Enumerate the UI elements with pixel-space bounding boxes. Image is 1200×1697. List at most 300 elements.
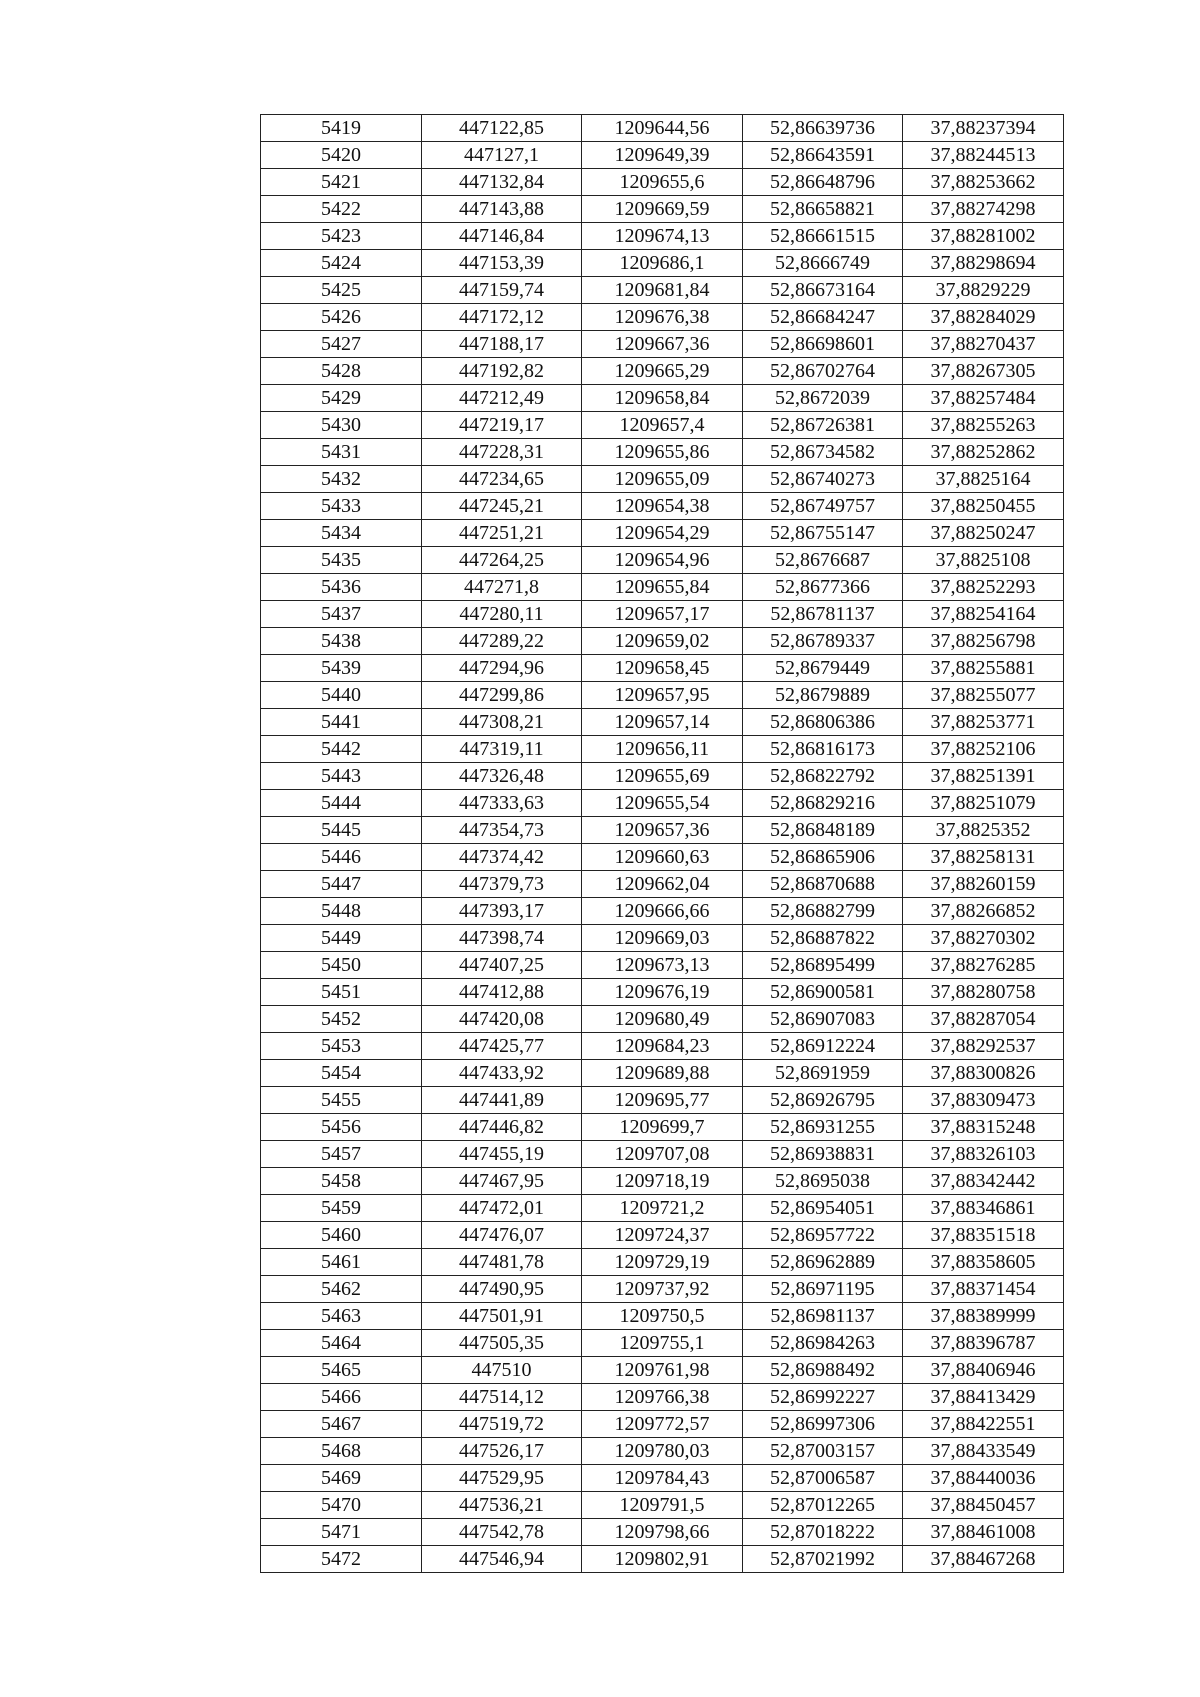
- table-row: [261, 142, 1064, 169]
- point-number-cell: 5442: [261, 736, 422, 763]
- table-row: [261, 304, 1064, 331]
- table-row: [261, 331, 1064, 358]
- table-row: [261, 628, 1064, 655]
- point-number-cell: 5448: [261, 898, 422, 925]
- point-number-cell: 5445: [261, 817, 422, 844]
- y-coordinate-cell: 1209665,29: [582, 358, 743, 385]
- table-row: [261, 709, 1064, 736]
- table-row: [261, 1465, 1064, 1492]
- longitude-cell: 37,88270437: [903, 331, 1064, 358]
- y-coordinate-cell: 1209684,23: [582, 1033, 743, 1060]
- x-coordinate-cell: 447308,21: [422, 709, 582, 736]
- latitude-cell: 52,86984263: [743, 1330, 903, 1357]
- point-number-cell: 5459: [261, 1195, 422, 1222]
- longitude-cell: 37,88281002: [903, 223, 1064, 250]
- y-coordinate-cell: 1209655,86: [582, 439, 743, 466]
- latitude-cell: 52,86822792: [743, 763, 903, 790]
- latitude-cell: 52,86938831: [743, 1141, 903, 1168]
- point-number-cell: 5438: [261, 628, 422, 655]
- longitude-cell: 37,88237394: [903, 115, 1064, 142]
- y-coordinate-cell: 1209657,36: [582, 817, 743, 844]
- longitude-cell: 37,88267305: [903, 358, 1064, 385]
- point-number-cell: 5434: [261, 520, 422, 547]
- x-coordinate-cell: 447490,95: [422, 1276, 582, 1303]
- x-coordinate-cell: 447172,12: [422, 304, 582, 331]
- point-number-cell: 5472: [261, 1546, 422, 1573]
- longitude-cell: 37,8825164: [903, 466, 1064, 493]
- latitude-cell: 52,86848189: [743, 817, 903, 844]
- table-row: [261, 925, 1064, 952]
- x-coordinate-cell: 447245,21: [422, 493, 582, 520]
- table-row: [261, 1546, 1064, 1573]
- longitude-cell: 37,88440036: [903, 1465, 1064, 1492]
- latitude-cell: 52,86734582: [743, 439, 903, 466]
- latitude-cell: 52,86900581: [743, 979, 903, 1006]
- table-row: [261, 1114, 1064, 1141]
- y-coordinate-cell: 1209658,45: [582, 655, 743, 682]
- table-row: [261, 115, 1064, 142]
- point-number-cell: 5432: [261, 466, 422, 493]
- point-number-cell: 5429: [261, 385, 422, 412]
- y-coordinate-cell: 1209655,69: [582, 763, 743, 790]
- longitude-cell: 37,88252293: [903, 574, 1064, 601]
- x-coordinate-cell: 447398,74: [422, 925, 582, 952]
- y-coordinate-cell: 1209761,98: [582, 1357, 743, 1384]
- y-coordinate-cell: 1209657,17: [582, 601, 743, 628]
- table-row: [261, 1357, 1064, 1384]
- latitude-cell: 52,86865906: [743, 844, 903, 871]
- point-number-cell: 5449: [261, 925, 422, 952]
- y-coordinate-cell: 1209695,77: [582, 1087, 743, 1114]
- latitude-cell: 52,87006587: [743, 1465, 903, 1492]
- longitude-cell: 37,88342442: [903, 1168, 1064, 1195]
- y-coordinate-cell: 1209654,38: [582, 493, 743, 520]
- latitude-cell: 52,86702764: [743, 358, 903, 385]
- point-number-cell: 5451: [261, 979, 422, 1006]
- x-coordinate-cell: 447407,25: [422, 952, 582, 979]
- longitude-cell: 37,88255077: [903, 682, 1064, 709]
- longitude-cell: 37,88396787: [903, 1330, 1064, 1357]
- latitude-cell: 52,87021992: [743, 1546, 903, 1573]
- point-number-cell: 5456: [261, 1114, 422, 1141]
- y-coordinate-cell: 1209657,95: [582, 682, 743, 709]
- y-coordinate-cell: 1209689,88: [582, 1060, 743, 1087]
- point-number-cell: 5458: [261, 1168, 422, 1195]
- longitude-cell: 37,8825108: [903, 547, 1064, 574]
- latitude-cell: 52,8677366: [743, 574, 903, 601]
- table-row: [261, 844, 1064, 871]
- y-coordinate-cell: 1209791,5: [582, 1492, 743, 1519]
- x-coordinate-cell: 447514,12: [422, 1384, 582, 1411]
- point-number-cell: 5468: [261, 1438, 422, 1465]
- x-coordinate-cell: 447159,74: [422, 277, 582, 304]
- x-coordinate-cell: 447476,07: [422, 1222, 582, 1249]
- y-coordinate-cell: 1209669,59: [582, 196, 743, 223]
- longitude-cell: 37,88255881: [903, 655, 1064, 682]
- x-coordinate-cell: 447319,11: [422, 736, 582, 763]
- longitude-cell: 37,88346861: [903, 1195, 1064, 1222]
- latitude-cell: 52,86829216: [743, 790, 903, 817]
- y-coordinate-cell: 1209644,56: [582, 115, 743, 142]
- point-number-cell: 5444: [261, 790, 422, 817]
- document-page: [260, 114, 1063, 1573]
- x-coordinate-cell: 447546,94: [422, 1546, 582, 1573]
- latitude-cell: 52,86661515: [743, 223, 903, 250]
- y-coordinate-cell: 1209657,4: [582, 412, 743, 439]
- y-coordinate-cell: 1209750,5: [582, 1303, 743, 1330]
- x-coordinate-cell: 447294,96: [422, 655, 582, 682]
- y-coordinate-cell: 1209657,14: [582, 709, 743, 736]
- point-number-cell: 5461: [261, 1249, 422, 1276]
- latitude-cell: 52,86895499: [743, 952, 903, 979]
- y-coordinate-cell: 1209658,84: [582, 385, 743, 412]
- table-row: [261, 1249, 1064, 1276]
- x-coordinate-cell: 447146,84: [422, 223, 582, 250]
- table-row: [261, 1141, 1064, 1168]
- table-row: [261, 1519, 1064, 1546]
- x-coordinate-cell: 447374,42: [422, 844, 582, 871]
- latitude-cell: 52,86643591: [743, 142, 903, 169]
- longitude-cell: 37,88298694: [903, 250, 1064, 277]
- latitude-cell: 52,86912224: [743, 1033, 903, 1060]
- point-number-cell: 5454: [261, 1060, 422, 1087]
- table-row: [261, 979, 1064, 1006]
- latitude-cell: 52,86781137: [743, 601, 903, 628]
- y-coordinate-cell: 1209667,36: [582, 331, 743, 358]
- latitude-cell: 52,86962889: [743, 1249, 903, 1276]
- longitude-cell: 37,88358605: [903, 1249, 1064, 1276]
- point-number-cell: 5427: [261, 331, 422, 358]
- y-coordinate-cell: 1209654,96: [582, 547, 743, 574]
- x-coordinate-cell: 447264,25: [422, 547, 582, 574]
- table-row: [261, 790, 1064, 817]
- latitude-cell: 52,86806386: [743, 709, 903, 736]
- table-row: [261, 682, 1064, 709]
- point-number-cell: 5455: [261, 1087, 422, 1114]
- x-coordinate-cell: 447132,84: [422, 169, 582, 196]
- table-row: [261, 385, 1064, 412]
- latitude-cell: 52,8666749: [743, 250, 903, 277]
- latitude-cell: 52,86887822: [743, 925, 903, 952]
- point-number-cell: 5464: [261, 1330, 422, 1357]
- x-coordinate-cell: 447299,86: [422, 682, 582, 709]
- x-coordinate-cell: 447289,22: [422, 628, 582, 655]
- table-row: [261, 169, 1064, 196]
- point-number-cell: 5422: [261, 196, 422, 223]
- point-number-cell: 5453: [261, 1033, 422, 1060]
- longitude-cell: 37,88266852: [903, 898, 1064, 925]
- y-coordinate-cell: 1209680,49: [582, 1006, 743, 1033]
- y-coordinate-cell: 1209718,19: [582, 1168, 743, 1195]
- latitude-cell: 52,86870688: [743, 871, 903, 898]
- x-coordinate-cell: 447192,82: [422, 358, 582, 385]
- x-coordinate-cell: 447212,49: [422, 385, 582, 412]
- x-coordinate-cell: 447455,19: [422, 1141, 582, 1168]
- y-coordinate-cell: 1209737,92: [582, 1276, 743, 1303]
- y-coordinate-cell: 1209662,04: [582, 871, 743, 898]
- point-number-cell: 5439: [261, 655, 422, 682]
- longitude-cell: 37,88406946: [903, 1357, 1064, 1384]
- longitude-cell: 37,88250455: [903, 493, 1064, 520]
- point-number-cell: 5470: [261, 1492, 422, 1519]
- latitude-cell: 52,8679449: [743, 655, 903, 682]
- x-coordinate-cell: 447446,82: [422, 1114, 582, 1141]
- table-row: [261, 250, 1064, 277]
- point-number-cell: 5435: [261, 547, 422, 574]
- longitude-cell: 37,88274298: [903, 196, 1064, 223]
- table-row: [261, 196, 1064, 223]
- latitude-cell: 52,87018222: [743, 1519, 903, 1546]
- longitude-cell: 37,88253771: [903, 709, 1064, 736]
- point-number-cell: 5426: [261, 304, 422, 331]
- longitude-cell: 37,88250247: [903, 520, 1064, 547]
- latitude-cell: 52,8672039: [743, 385, 903, 412]
- table-row: [261, 412, 1064, 439]
- x-coordinate-cell: 447122,85: [422, 115, 582, 142]
- x-coordinate-cell: 447393,17: [422, 898, 582, 925]
- table-row: [261, 1060, 1064, 1087]
- latitude-cell: 52,86740273: [743, 466, 903, 493]
- table-row: [261, 1438, 1064, 1465]
- x-coordinate-cell: 447153,39: [422, 250, 582, 277]
- longitude-cell: 37,88450457: [903, 1492, 1064, 1519]
- longitude-cell: 37,88309473: [903, 1087, 1064, 1114]
- longitude-cell: 37,8825352: [903, 817, 1064, 844]
- latitude-cell: 52,86992227: [743, 1384, 903, 1411]
- latitude-cell: 52,86673164: [743, 277, 903, 304]
- table-row: [261, 1006, 1064, 1033]
- longitude-cell: 37,88284029: [903, 304, 1064, 331]
- y-coordinate-cell: 1209766,38: [582, 1384, 743, 1411]
- x-coordinate-cell: 447219,17: [422, 412, 582, 439]
- latitude-cell: 52,86988492: [743, 1357, 903, 1384]
- longitude-cell: 37,88276285: [903, 952, 1064, 979]
- point-number-cell: 5457: [261, 1141, 422, 1168]
- y-coordinate-cell: 1209660,63: [582, 844, 743, 871]
- y-coordinate-cell: 1209655,84: [582, 574, 743, 601]
- x-coordinate-cell: 447526,17: [422, 1438, 582, 1465]
- x-coordinate-cell: 447433,92: [422, 1060, 582, 1087]
- y-coordinate-cell: 1209666,66: [582, 898, 743, 925]
- longitude-cell: 37,88287054: [903, 1006, 1064, 1033]
- y-coordinate-cell: 1209673,13: [582, 952, 743, 979]
- point-number-cell: 5441: [261, 709, 422, 736]
- table-row: [261, 574, 1064, 601]
- x-coordinate-cell: 447536,21: [422, 1492, 582, 1519]
- point-number-cell: 5436: [261, 574, 422, 601]
- x-coordinate-cell: 447379,73: [422, 871, 582, 898]
- latitude-cell: 52,86698601: [743, 331, 903, 358]
- x-coordinate-cell: 447505,35: [422, 1330, 582, 1357]
- y-coordinate-cell: 1209655,09: [582, 466, 743, 493]
- latitude-cell: 52,86755147: [743, 520, 903, 547]
- point-number-cell: 5465: [261, 1357, 422, 1384]
- y-coordinate-cell: 1209721,2: [582, 1195, 743, 1222]
- x-coordinate-cell: 447472,01: [422, 1195, 582, 1222]
- coordinates-table-body: [261, 115, 1064, 1573]
- point-number-cell: 5424: [261, 250, 422, 277]
- latitude-cell: 52,8679889: [743, 682, 903, 709]
- x-coordinate-cell: 447519,72: [422, 1411, 582, 1438]
- table-row: [261, 1492, 1064, 1519]
- longitude-cell: 37,88251079: [903, 790, 1064, 817]
- table-row: [261, 1195, 1064, 1222]
- longitude-cell: 37,88254164: [903, 601, 1064, 628]
- y-coordinate-cell: 1209724,37: [582, 1222, 743, 1249]
- y-coordinate-cell: 1209780,03: [582, 1438, 743, 1465]
- longitude-cell: 37,88260159: [903, 871, 1064, 898]
- longitude-cell: 37,88413429: [903, 1384, 1064, 1411]
- point-number-cell: 5446: [261, 844, 422, 871]
- point-number-cell: 5466: [261, 1384, 422, 1411]
- x-coordinate-cell: 447425,77: [422, 1033, 582, 1060]
- y-coordinate-cell: 1209654,29: [582, 520, 743, 547]
- table-row: [261, 358, 1064, 385]
- y-coordinate-cell: 1209699,7: [582, 1114, 743, 1141]
- y-coordinate-cell: 1209655,54: [582, 790, 743, 817]
- y-coordinate-cell: 1209655,6: [582, 169, 743, 196]
- longitude-cell: 37,88258131: [903, 844, 1064, 871]
- table-row: [261, 736, 1064, 763]
- x-coordinate-cell: 447251,21: [422, 520, 582, 547]
- x-coordinate-cell: 447441,89: [422, 1087, 582, 1114]
- latitude-cell: 52,86931255: [743, 1114, 903, 1141]
- point-number-cell: 5420: [261, 142, 422, 169]
- latitude-cell: 52,86684247: [743, 304, 903, 331]
- point-number-cell: 5447: [261, 871, 422, 898]
- x-coordinate-cell: 447228,31: [422, 439, 582, 466]
- point-number-cell: 5467: [261, 1411, 422, 1438]
- y-coordinate-cell: 1209656,11: [582, 736, 743, 763]
- y-coordinate-cell: 1209729,19: [582, 1249, 743, 1276]
- latitude-cell: 52,86648796: [743, 169, 903, 196]
- point-number-cell: 5431: [261, 439, 422, 466]
- point-number-cell: 5419: [261, 115, 422, 142]
- table-row: [261, 223, 1064, 250]
- table-row: [261, 898, 1064, 925]
- latitude-cell: 52,86882799: [743, 898, 903, 925]
- point-number-cell: 5450: [261, 952, 422, 979]
- latitude-cell: 52,86926795: [743, 1087, 903, 1114]
- x-coordinate-cell: 447481,78: [422, 1249, 582, 1276]
- latitude-cell: 52,87012265: [743, 1492, 903, 1519]
- longitude-cell: 37,88422551: [903, 1411, 1064, 1438]
- x-coordinate-cell: 447271,8: [422, 574, 582, 601]
- table-row: [261, 871, 1064, 898]
- table-row: [261, 952, 1064, 979]
- longitude-cell: 37,88351518: [903, 1222, 1064, 1249]
- longitude-cell: 37,88433549: [903, 1438, 1064, 1465]
- point-number-cell: 5471: [261, 1519, 422, 1546]
- x-coordinate-cell: 447420,08: [422, 1006, 582, 1033]
- table-row: [261, 1033, 1064, 1060]
- longitude-cell: 37,88461008: [903, 1519, 1064, 1546]
- y-coordinate-cell: 1209659,02: [582, 628, 743, 655]
- y-coordinate-cell: 1209674,13: [582, 223, 743, 250]
- table-row: [261, 1384, 1064, 1411]
- latitude-cell: 52,86907083: [743, 1006, 903, 1033]
- y-coordinate-cell: 1209802,91: [582, 1546, 743, 1573]
- latitude-cell: 52,86749757: [743, 493, 903, 520]
- y-coordinate-cell: 1209707,08: [582, 1141, 743, 1168]
- point-number-cell: 5425: [261, 277, 422, 304]
- latitude-cell: 52,86997306: [743, 1411, 903, 1438]
- longitude-cell: 37,88251391: [903, 763, 1064, 790]
- point-number-cell: 5452: [261, 1006, 422, 1033]
- y-coordinate-cell: 1209755,1: [582, 1330, 743, 1357]
- coordinates-table: [260, 114, 1064, 1573]
- point-number-cell: 5437: [261, 601, 422, 628]
- longitude-cell: 37,88252106: [903, 736, 1064, 763]
- latitude-cell: 52,8676687: [743, 547, 903, 574]
- table-row: [261, 655, 1064, 682]
- table-row: [261, 1087, 1064, 1114]
- y-coordinate-cell: 1209676,19: [582, 979, 743, 1006]
- y-coordinate-cell: 1209686,1: [582, 250, 743, 277]
- x-coordinate-cell: 447354,73: [422, 817, 582, 844]
- table-row: [261, 1303, 1064, 1330]
- longitude-cell: 37,88244513: [903, 142, 1064, 169]
- x-coordinate-cell: 447280,11: [422, 601, 582, 628]
- latitude-cell: 52,87003157: [743, 1438, 903, 1465]
- latitude-cell: 52,86726381: [743, 412, 903, 439]
- longitude-cell: 37,88280758: [903, 979, 1064, 1006]
- table-row: [261, 1411, 1064, 1438]
- point-number-cell: 5460: [261, 1222, 422, 1249]
- latitude-cell: 52,8695038: [743, 1168, 903, 1195]
- table-row: [261, 277, 1064, 304]
- longitude-cell: 37,88389999: [903, 1303, 1064, 1330]
- latitude-cell: 52,86816173: [743, 736, 903, 763]
- longitude-cell: 37,88371454: [903, 1276, 1064, 1303]
- point-number-cell: 5462: [261, 1276, 422, 1303]
- point-number-cell: 5428: [261, 358, 422, 385]
- point-number-cell: 5463: [261, 1303, 422, 1330]
- table-row: [261, 601, 1064, 628]
- x-coordinate-cell: 447542,78: [422, 1519, 582, 1546]
- y-coordinate-cell: 1209798,66: [582, 1519, 743, 1546]
- y-coordinate-cell: 1209772,57: [582, 1411, 743, 1438]
- point-number-cell: 5433: [261, 493, 422, 520]
- longitude-cell: 37,88252862: [903, 439, 1064, 466]
- x-coordinate-cell: 447234,65: [422, 466, 582, 493]
- longitude-cell: 37,88270302: [903, 925, 1064, 952]
- x-coordinate-cell: 447467,95: [422, 1168, 582, 1195]
- table-row: [261, 1168, 1064, 1195]
- latitude-cell: 52,86971195: [743, 1276, 903, 1303]
- x-coordinate-cell: 447529,95: [422, 1465, 582, 1492]
- x-coordinate-cell: 447188,17: [422, 331, 582, 358]
- longitude-cell: 37,88467268: [903, 1546, 1064, 1573]
- x-coordinate-cell: 447333,63: [422, 790, 582, 817]
- latitude-cell: 52,86789337: [743, 628, 903, 655]
- table-row: [261, 817, 1064, 844]
- latitude-cell: 52,8691959: [743, 1060, 903, 1087]
- longitude-cell: 37,88300826: [903, 1060, 1064, 1087]
- point-number-cell: 5440: [261, 682, 422, 709]
- longitude-cell: 37,88315248: [903, 1114, 1064, 1141]
- longitude-cell: 37,88253662: [903, 169, 1064, 196]
- latitude-cell: 52,86639736: [743, 115, 903, 142]
- latitude-cell: 52,86957722: [743, 1222, 903, 1249]
- x-coordinate-cell: 447510: [422, 1357, 582, 1384]
- point-number-cell: 5443: [261, 763, 422, 790]
- point-number-cell: 5421: [261, 169, 422, 196]
- latitude-cell: 52,86658821: [743, 196, 903, 223]
- table-row: [261, 547, 1064, 574]
- table-row: [261, 1276, 1064, 1303]
- x-coordinate-cell: 447501,91: [422, 1303, 582, 1330]
